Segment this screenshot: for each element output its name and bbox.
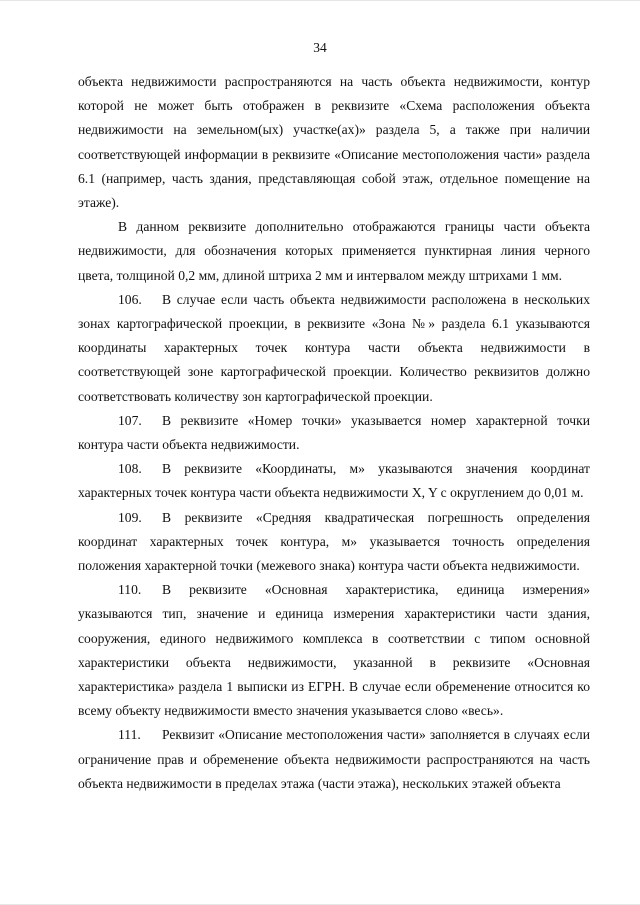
document-body xyxy=(78,70,590,796)
paragraph-110 xyxy=(78,578,590,723)
scan-edge-top xyxy=(0,0,640,1)
paragraph-number: 109. xyxy=(118,509,142,525)
paragraph-number: 110. xyxy=(118,582,142,598)
paragraph-continuation xyxy=(78,70,590,215)
paragraph-108 xyxy=(78,457,590,505)
paragraph-text: В реквизите «Номер точки» указывается номер характерной точки контура части объекта недвижимости. xyxy=(78,412,590,453)
paragraph-number: 111. xyxy=(118,727,141,743)
page-number: 34 xyxy=(313,40,327,55)
paragraph-text: В реквизите «Основная характеристика, единица измерения» указываются тип, значение и единица измерения характеристики части здания, сооружения, единого недвижимого комплекса в соответствии с типом основной характеристики объекта недвижимости, указанной в реквизите «Основная характеристика» раздела 1 выписки из ЕГРН. В случае если обременение относится ко всему объекту недвижимости вместо значения указывается слово «весь». xyxy=(78,582,590,719)
paragraph-text: В случае если часть объекта недвижимости расположена в нескольких зонах картографической проекции, в реквизите «Зона №» раздела 6.1 указываются координаты характерных точек контура части объекта недвижимости в соответствующей зоне картографической проекции. Количество реквизитов должно соответствовать количеству зон картографической проекции. xyxy=(78,291,590,404)
paragraph-text: В данном реквизите дополнительно отображаются границы части объекта недвижимости, для обозначения которых применяется пунктирная линия черного цвета, толщиной 0,2 мм, длиной штриха 2 мм и интервалом между штрихами 1 мм. xyxy=(78,219,590,283)
paragraph-106 xyxy=(78,288,590,409)
paragraph-109 xyxy=(78,506,590,579)
paragraph-111 xyxy=(78,723,590,796)
paragraph-text: В реквизите «Средняя квадратическая погрешность определения координат характерных точек контура, м» указывается точность определения положения характерной точки (межевого знака) контура части объекта недвижимости. xyxy=(78,509,590,574)
paragraph-text: В реквизите «Координаты, м» указываются значения координат характерных точек контура части объекта недвижимости X, Y с округлением до 0,01 м. xyxy=(78,461,590,501)
paragraph-number: 107. xyxy=(118,412,142,428)
paragraph-text: Реквизит «Описание местоположения части» заполняется в случаях если ограничение прав и обременение объекта недвижимости распространяются на часть объекта недвижимости в пределах этажа (части этажа), нескольких этажей объекта xyxy=(78,727,590,791)
paragraph-boundaries xyxy=(78,215,590,288)
paragraph-text: объекта недвижимости распространяются на часть объекта недвижимости, контур которой не может быть отображен в реквизите «Схема расположения объекта недвижимости на земельном(ых) участке(ах)» раздела 5, а также при наличии соответствующей информации в реквизите «Описание местоположения части» раздела 6.1 (например, часть здания, представляющая собой этаж, отдельное помещение на этаже). xyxy=(78,74,590,211)
paragraph-number: 108. xyxy=(118,461,142,477)
paragraph-107 xyxy=(78,409,590,457)
paragraph-number: 106. xyxy=(118,291,142,307)
